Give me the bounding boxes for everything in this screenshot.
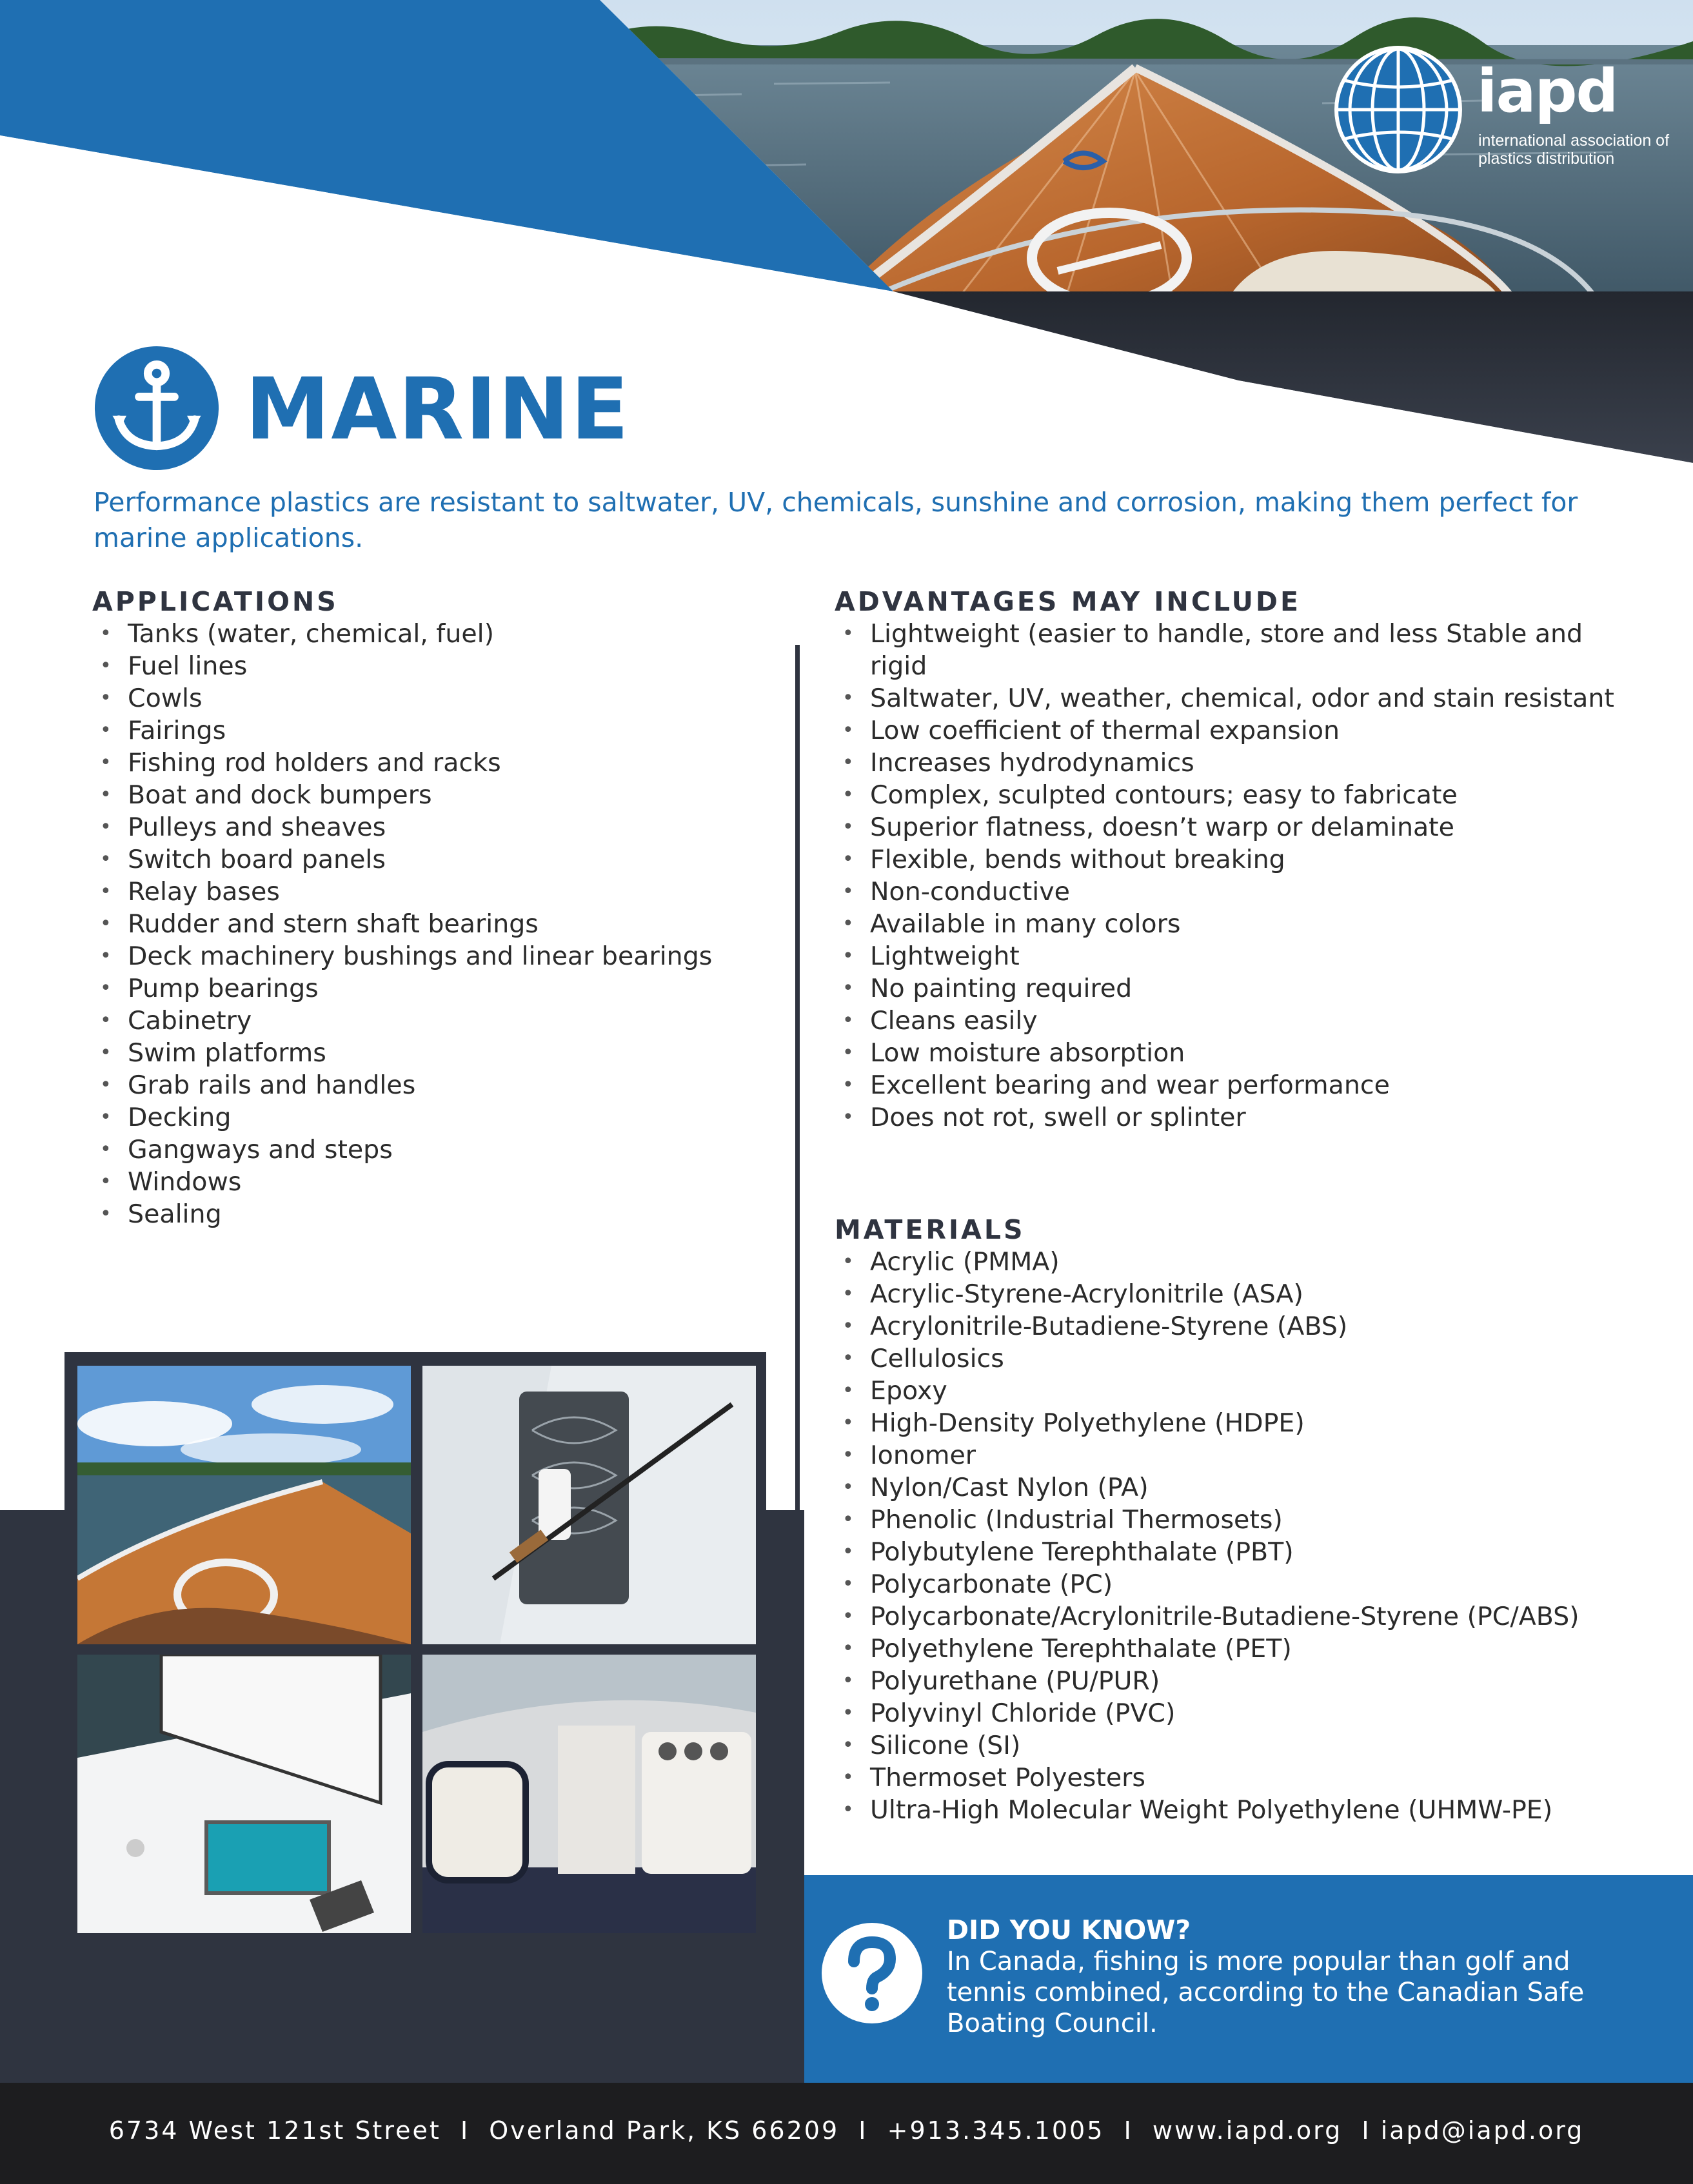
list-item: • Phenolic (Industrial Thermosets) <box>835 1504 1673 1536</box>
list-item: • Fuel lines <box>92 650 776 682</box>
advantages-list <box>835 618 1641 1134</box>
did-you-know-title: DID YOU KNOW? <box>947 1914 1191 1945</box>
advantages-section <box>835 585 1641 1134</box>
column-divider <box>795 645 800 1515</box>
list-item: • Polyethylene Terephthalate (PET) <box>835 1633 1673 1665</box>
list-item: • High-Density Polyethylene (HDPE) <box>835 1407 1673 1439</box>
applications-list <box>92 618 776 1230</box>
did-you-know-text: In Canada, fishing is more popular than golf and tennis combined, according to the Canadian Safe Boating Council. <box>947 1947 1585 2038</box>
applications-heading: APPLICATIONS <box>92 586 339 617</box>
list-item: • Ultra-High Molecular Weight Polyethylene (UHMW-PE) <box>835 1794 1673 1826</box>
list-item: • Silicone (SI) <box>835 1729 1673 1762</box>
intro-text: Performance plastics are resistant to saltwater, UV, chemicals, sunshine and corrosion, making them perfect for marine applications. <box>94 487 1578 553</box>
photo-rod-holder <box>422 1366 756 1644</box>
logo-tagline: international association of plastics distribution <box>1478 132 1670 168</box>
list-item: • Available in many colors <box>835 908 1641 940</box>
list-item: • Low coefficient of thermal expansion <box>835 714 1641 747</box>
iapd-logo[interactable] <box>1334 45 1669 174</box>
footer <box>0 2083 1693 2184</box>
list-item: • Lightweight <box>835 940 1641 972</box>
list-item: • Relay bases <box>92 876 776 908</box>
list-item: • Polybutylene Terephthalate (PBT) <box>835 1536 1673 1568</box>
globe-icon <box>1334 45 1463 174</box>
list-item: • No painting required <box>835 972 1641 1005</box>
photo-boat-deck <box>77 1366 411 1644</box>
applications-section <box>92 585 776 1230</box>
list-item: • Increases hydrodynamics <box>835 747 1641 779</box>
list-item: • Fishing rod holders and racks <box>92 747 776 779</box>
materials-section <box>835 1214 1673 1826</box>
list-item: • Pump bearings <box>92 972 776 1005</box>
list-item: • Complex, sculpted contours; easy to fabricate <box>835 779 1641 811</box>
list-item: • Superior flatness, doesn’t warp or delaminate <box>835 811 1641 843</box>
page-title: MARINE <box>245 360 630 459</box>
list-item: • Acrylonitrile-Butadiene-Styrene (ABS) <box>835 1310 1673 1343</box>
list-item: • Excellent bearing and wear performance <box>835 1069 1641 1101</box>
question-mark-icon <box>820 1922 924 2025</box>
list-item: • Thermoset Polyesters <box>835 1762 1673 1794</box>
list-item: • Polycarbonate (PC) <box>835 1568 1673 1600</box>
list-item: • Non-conductive <box>835 876 1641 908</box>
list-item: • Deck machinery bushings and linear bearings <box>92 940 776 972</box>
list-item: • Nylon/Cast Nylon (PA) <box>835 1471 1673 1504</box>
list-item: • Swim platforms <box>92 1037 776 1069</box>
list-item: • Switch board panels <box>92 843 776 876</box>
list-item: • Cabinetry <box>92 1005 776 1037</box>
list-item: • Cellulosics <box>835 1343 1673 1375</box>
list-item: • Cleans easily <box>835 1005 1641 1037</box>
list-item: • Does not rot, swell or splinter <box>835 1101 1641 1134</box>
list-item: • Cowls <box>92 682 776 714</box>
footer-contact-info: 6734 West 121st Street I Overland Park, KS 66209 I +913.345.1005 I www.iapd.org I iapd@iapd.org <box>108 2116 1585 2145</box>
list-item: • Ionomer <box>835 1439 1673 1471</box>
materials-heading: MATERIALS <box>835 1214 1025 1245</box>
list-item: • Acrylic (PMMA) <box>835 1246 1673 1278</box>
list-item: • Gangways and steps <box>92 1134 776 1166</box>
list-item: • Polyvinyl Chloride (PVC) <box>835 1697 1673 1729</box>
list-item: • Flexible, bends without breaking <box>835 843 1641 876</box>
logo-wordmark: iapd <box>1477 57 1618 126</box>
list-item: • Low moisture absorption <box>835 1037 1641 1069</box>
list-item: • Epoxy <box>835 1375 1673 1407</box>
list-item: • Fairings <box>92 714 776 747</box>
list-item: • Windows <box>92 1166 776 1198</box>
list-item: • Lightweight (easier to handle, store and less Stable and rigid <box>835 618 1641 682</box>
anchor-icon <box>94 345 220 471</box>
list-item: • Tanks (water, chemical, fuel) <box>92 618 776 650</box>
list-item: • Pulleys and sheaves <box>92 811 776 843</box>
list-item: • Polycarbonate/Acrylonitrile-Butadiene-Styrene (PC/ABS) <box>835 1600 1673 1633</box>
materials-list <box>835 1246 1673 1826</box>
list-item: • Acrylic-Styrene-Acrylonitrile (ASA) <box>835 1278 1673 1310</box>
list-item: • Grab rails and handles <box>92 1069 776 1101</box>
advantages-heading: ADVANTAGES MAY INCLUDE <box>835 586 1301 617</box>
list-item: • Polyurethane (PU/PUR) <box>835 1665 1673 1697</box>
photo-hatch-storage <box>77 1655 411 1933</box>
list-item: • Saltwater, UV, weather, chemical, odor and stain resistant <box>835 682 1641 714</box>
list-item: • Rudder and stern shaft bearings <box>92 908 776 940</box>
photo-cabin-interior <box>422 1655 756 1933</box>
list-item: • Sealing <box>92 1198 776 1230</box>
list-item: • Boat and dock bumpers <box>92 779 776 811</box>
list-item: • Decking <box>92 1101 776 1134</box>
